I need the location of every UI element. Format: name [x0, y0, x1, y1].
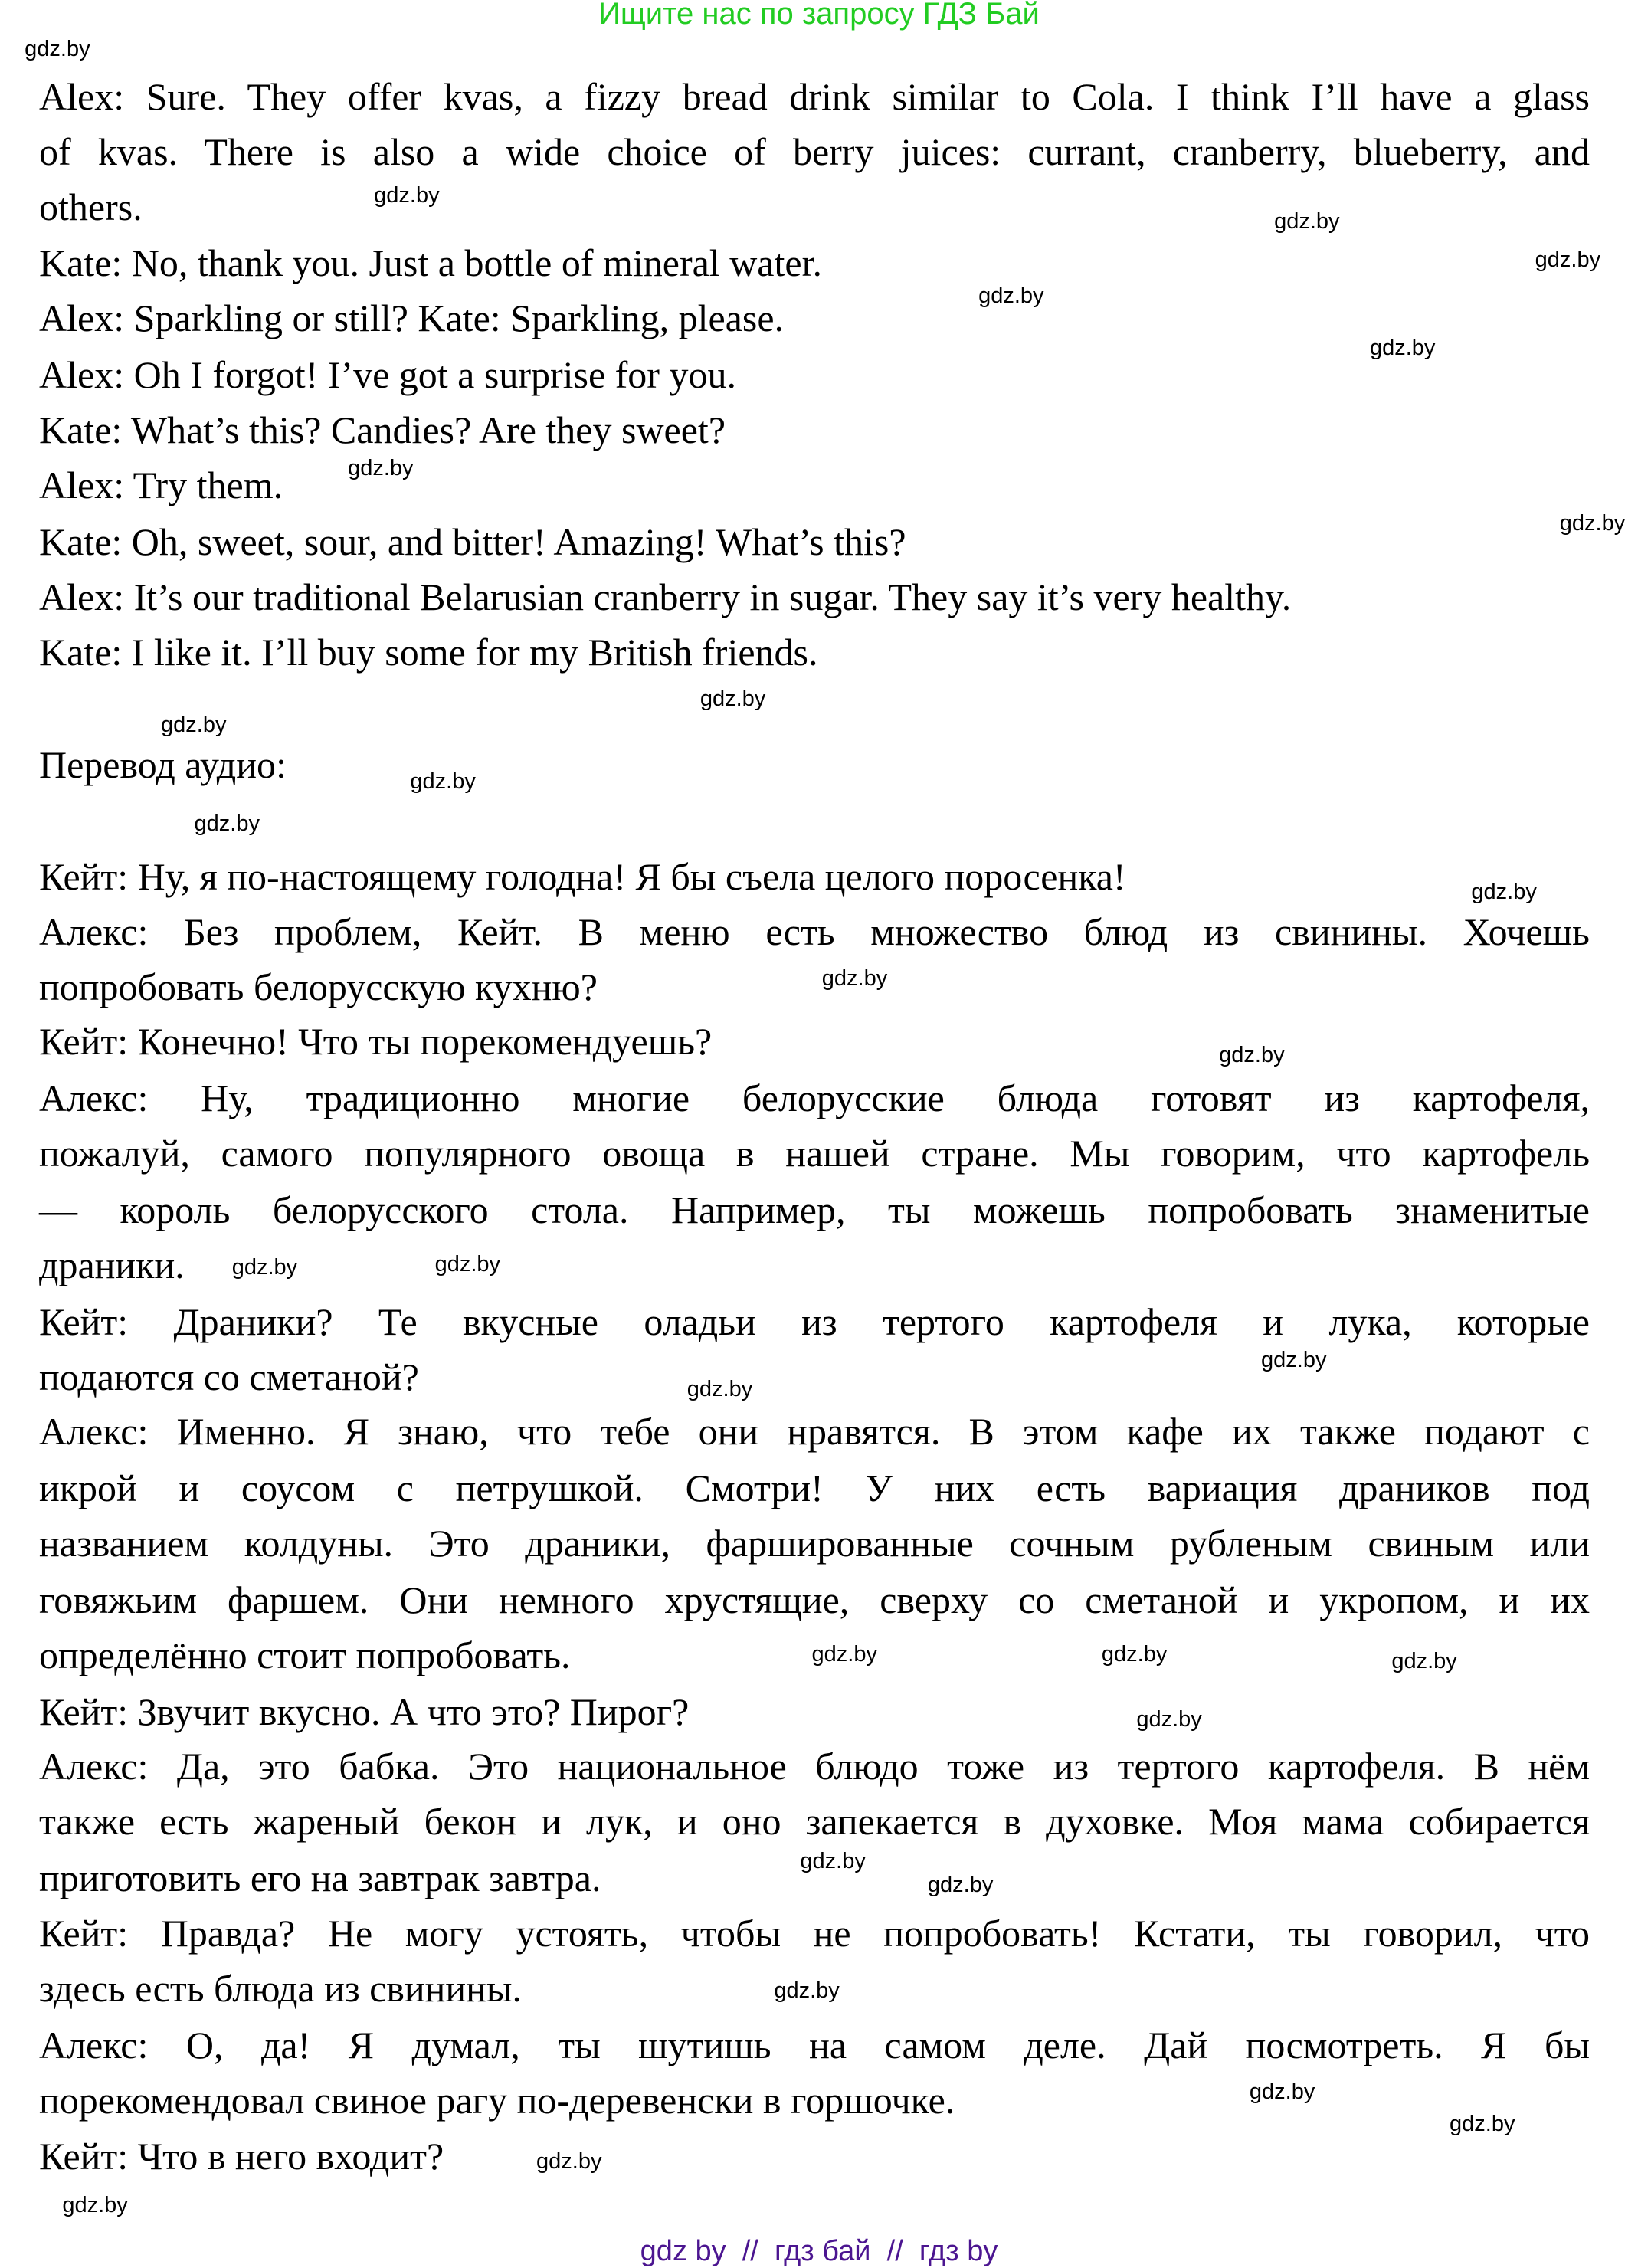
watermark: gdz.by: [1136, 1706, 1202, 1732]
text-line: Kate: I like it. I’ll buy some for my British friends.: [39, 630, 818, 674]
text-line: говяжьим фаршем. Они немного хрустящие, сверху со сметаной и укропом, и их: [39, 1578, 1590, 1621]
text-line: определённо стоит попробовать.: [39, 1633, 571, 1676]
watermark: gdz.by: [1274, 209, 1340, 234]
watermark: gdz.by: [25, 37, 90, 62]
watermark: gdz.by: [927, 1872, 994, 1897]
watermark: gdz.by: [434, 1251, 501, 1277]
watermark: gdz.by: [62, 2192, 128, 2217]
text-line: Alex: Oh I forgot! I’ve got a surprise for you.: [39, 353, 736, 397]
watermark: gdz.by: [978, 283, 1044, 308]
text-line: попробовать белорусскую кухню?: [39, 965, 598, 1008]
text-line: названием колдуны. Это драники, фаршированные сочным рубленым свиным или: [39, 1522, 1590, 1565]
watermark: gdz.by: [686, 1376, 753, 1401]
text-line: — король белорусского стола. Например, ты можешь попробовать знаменитые: [39, 1188, 1590, 1231]
watermark: gdz.by: [800, 1849, 866, 1874]
text-line: Алекс: Именно. Я знаю, что тебе они нравятся. В этом кафе их также подают с: [39, 1410, 1590, 1454]
text-line: пожалуй, самого популярного овоща в нашей стране. Мы говорим, что картофель: [39, 1132, 1590, 1175]
text-line: Kate: Oh, sweet, sour, and bitter! Amazing! What’s this?: [39, 519, 906, 563]
watermark: gdz.by: [1450, 2111, 1515, 2136]
text-line: Кейт: Правда? Не могу устоять, чтобы не попробовать! Кстати, ты говорил, что: [39, 1912, 1590, 1955]
watermark: gdz.by: [410, 769, 476, 794]
text-line: подаются со сметаной?: [39, 1355, 419, 1398]
text-line: Алекс: О, да! Я думал, ты шутишь на самом деле. Дай посмотреть. Я бы: [39, 2023, 1590, 2066]
text-line: Кейт: Звучит вкусно. А что это? Пирог?: [39, 1690, 690, 1733]
text-line: также есть жареный бекон и лук, и оно запекается в духовке. Моя мама собирается: [39, 1800, 1590, 1844]
text-line: драники.: [39, 1243, 185, 1286]
text-line: Alex: Sure. They offer kvas, a fizzy bread drink similar to Cola. I think I’ll have a glass: [39, 74, 1590, 118]
text-line: Kate: What’s this? Candies? Are they sweet?: [39, 408, 726, 452]
footer-banner: gdz by // гдз бай // гдз by: [640, 2235, 998, 2267]
text-line: Кейт: Драники? Те вкусные оладьи из тертого картофеля и лука, которые: [39, 1300, 1590, 1343]
watermark: gdz.by: [1471, 879, 1537, 904]
text-line: others.: [39, 185, 143, 228]
text-line: Alex: It’s our traditional Belarusian cranberry in sugar. They say it’s very healthy.: [39, 575, 1292, 618]
watermark: gdz.by: [774, 1978, 840, 2003]
text-line: Кейт: Ну, я по-настоящему голодна! Я бы съела целого поросенка!: [39, 854, 1126, 898]
text-line: Kate: No, thank you. Just a bottle of mineral water.: [39, 241, 822, 285]
watermark: gdz.by: [811, 1641, 877, 1667]
text-line: Alex: Sparkling or still? Kate: Sparkling, please.: [39, 297, 785, 340]
watermark: gdz.by: [1219, 1043, 1285, 1068]
watermark: gdz.by: [821, 966, 888, 991]
watermark: gdz.by: [1535, 247, 1601, 272]
text-line: икрой и соусом с петрушкой. Смотри! У них есть вариация драников под: [39, 1467, 1590, 1510]
watermark: gdz.by: [161, 713, 227, 737]
text-line: Перевод аудио:: [39, 743, 287, 787]
watermark: gdz.by: [374, 183, 440, 208]
watermark: gdz.by: [1249, 2080, 1315, 2105]
text-line: здесь есть блюда из свинины.: [39, 1966, 523, 2010]
text-line: Alex: Try them.: [39, 463, 283, 506]
watermark: gdz.by: [1391, 1649, 1457, 1674]
text-line: Алекс: Без проблем, Кейт. В меню есть множество блюд из свинины. Хочешь: [39, 909, 1590, 953]
watermark: gdz.by: [1101, 1641, 1168, 1667]
text-line: Алекс: Ну, традиционно многие белорусские блюда готовят из картофеля,: [39, 1077, 1590, 1120]
text-line: Кейт: Конечно! Что ты порекомендуешь?: [39, 1020, 713, 1064]
watermark: gdz.by: [1559, 511, 1626, 536]
watermark: gdz.by: [194, 811, 260, 836]
watermark: gdz.by: [1261, 1347, 1327, 1372]
text-line: Кейт: Что в него входит?: [39, 2135, 444, 2178]
watermark: gdz.by: [699, 686, 766, 711]
text-line: Алекс: Да, это бабка. Это национальное блюдо тоже из тертого картофеля. В нём: [39, 1745, 1590, 1788]
watermark: gdz.by: [348, 456, 414, 481]
watermark: gdz.by: [536, 2148, 602, 2174]
text-line: порекомендовал свиное рагу по-деревенски в горшочке.: [39, 2078, 955, 2122]
text-line: приготовить его на завтрак завтра.: [39, 1857, 601, 1900]
text-line: of kvas. There is also a wide choice of berry juices: currant, cranberry, blueberry, and: [39, 129, 1590, 173]
search-banner: Ищите нас по запросу ГДЗ Бай: [598, 0, 1040, 31]
watermark: gdz.by: [1369, 336, 1436, 361]
watermark: gdz.by: [231, 1254, 298, 1280]
